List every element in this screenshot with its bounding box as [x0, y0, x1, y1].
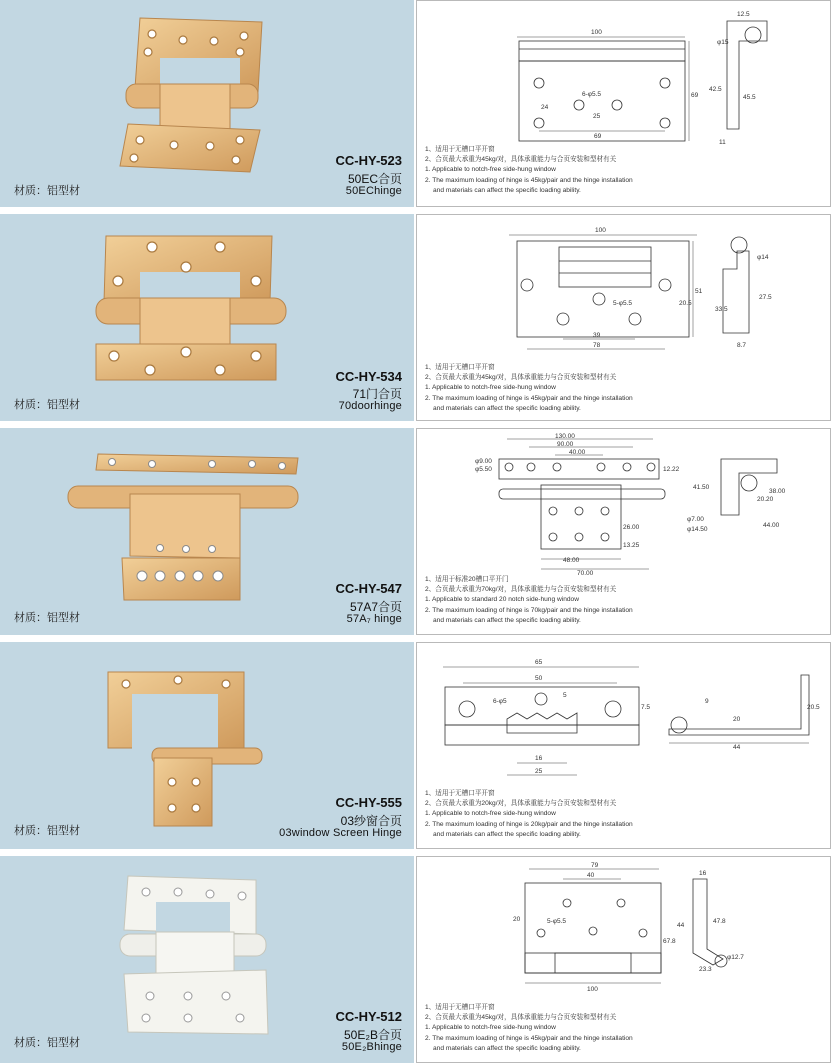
dimension-label: φ9.00 [475, 458, 492, 465]
dimension-label: 90.00 [557, 441, 574, 448]
product-row-555 [0, 642, 831, 849]
dimension-label: 45.5 [743, 94, 756, 101]
product-name-en: 03window Screen Hinge [279, 827, 402, 839]
product-code: CC-HY-555 [335, 795, 402, 810]
dimension-label: 7.5 [641, 704, 651, 711]
dimension-label: 70.00 [577, 570, 594, 577]
dimension-label: 40.00 [569, 449, 586, 456]
dimension-label: 65 [535, 659, 543, 666]
product-name-en: 70doorhinge [338, 400, 402, 412]
technical-drawing-panel [416, 642, 831, 849]
dimension-label: 50 [535, 675, 543, 682]
technical-drawing-panel [416, 428, 831, 635]
product-code: CC-HY-512 [335, 1009, 402, 1024]
technical-drawing [417, 1, 830, 146]
dim-text: 100 [591, 29, 602, 36]
technical-drawing-panel [416, 0, 831, 207]
product-row-534 [0, 214, 831, 421]
dimension-label: 25 [535, 768, 543, 775]
product-photo-panel [0, 856, 414, 1063]
dimension-label: 8.7 [737, 342, 747, 349]
dimension-label: 67.8 [663, 938, 676, 945]
material-label: 材质：铝型材 [14, 612, 80, 624]
dimension-label: 20 [513, 916, 521, 923]
product-code: CC-HY-523 [335, 153, 402, 168]
material-label: 材质：铝型材 [14, 185, 80, 197]
dimension-label: φ7.00 [687, 516, 704, 523]
dimension-label: φ14.50 [687, 526, 708, 533]
dimension-label: φ15 [717, 39, 729, 46]
notes: 1、适用于无槽口平开窗 2、合页最大承重为45kg/对，具体承重能力与合页安装和型材有关 1. Applicable to notch-free side-hung window 2. The maximum loading of hinge is 45kg/pair and the hinge installation and materials can affect the specific loading ability. [425, 146, 633, 194]
dimension-label: 40 [587, 872, 595, 879]
product-row-547 [0, 428, 831, 635]
dimension-label: 100 [595, 227, 606, 234]
dimension-label: 79 [591, 862, 599, 869]
dimension-label: 26.00 [623, 524, 640, 531]
product-photo-panel [0, 214, 414, 421]
product-name-cn: 50E₂B合页 [343, 1028, 402, 1042]
product-photo-panel [0, 0, 414, 207]
technical-drawing [417, 643, 830, 788]
dimension-label: 5 [563, 692, 567, 699]
dimension-label: 48.00 [563, 557, 580, 564]
dimension-label: 20.5 [807, 704, 820, 711]
dimension-label: 11 [719, 139, 726, 146]
dimension-label: 6-φ5 [493, 698, 507, 705]
product-code: CC-HY-534 [335, 369, 402, 384]
dimension-label: 20.5 [679, 300, 692, 307]
notes: 1、适用于标准20槽口平开门 2、合页最大承重为70kg/对，具体承重能力与合页安装和型材有关 1. Applicable to standard 20 notch side-hung window 2. The maximum loading of hinge is 70kg/pair and the hinge installation and materials can affect the specific loading ability. [425, 576, 633, 624]
notes: 1、适用于无槽口平开窗 2、合页最大承重为45kg/对，具体承重能力与合页安装和型材有关 1. Applicable to notch-free side-hung window 2. The maximum loading of hinge is 45kg/pair and the hinge installation and materials can affect the specific loading ability. [425, 1004, 633, 1052]
notes: 1、适用于无槽口平开窗 2、合页最大承重为20kg/对，具体承重能力与合页安装和型材有关 1. Applicable to notch-free side-hung window 2. The maximum loading of hinge is 20kg/pair and the hinge installation and materials can affect the specific loading ability. [425, 790, 633, 838]
dimension-label: 42.5 [709, 86, 722, 93]
dimension-label: φ12.7 [727, 954, 744, 961]
product-name-cn: 57A7合页 [349, 600, 402, 614]
product-row-512 [0, 856, 831, 1063]
dimension-label: φ14 [757, 254, 769, 261]
technical-drawing [417, 215, 830, 360]
product-name-cn: 71门合页 [352, 387, 402, 401]
technical-drawing [417, 857, 830, 1002]
dimension-label: 23.3 [699, 966, 712, 973]
dimension-label: 13.25 [623, 542, 640, 549]
product-name-cn: 03纱窗合页 [340, 814, 402, 828]
dimension-label: 44 [677, 922, 685, 929]
dimension-label: 5-φ5.5 [613, 300, 633, 307]
technical-drawing-panel [416, 856, 831, 1063]
dimension-label: 27.5 [759, 294, 772, 301]
product-name-en: 57A₇ hinge [346, 613, 402, 625]
technical-drawing [417, 429, 830, 577]
product-name-en: 50EChinge [345, 185, 402, 197]
dimension-label: 44.00 [763, 522, 780, 529]
dimension-label: 16 [535, 755, 543, 762]
dimension-label: 100 [587, 986, 598, 993]
dimension-label: 5-φ5.5 [547, 918, 567, 925]
dimension-label: 12.5 [737, 11, 750, 18]
dimension-label: 9 [705, 698, 709, 705]
dimension-label: 25 [593, 113, 601, 120]
material-label: 材质：铝型材 [14, 825, 80, 837]
dimension-label: 16 [699, 870, 707, 877]
dimension-label: 20.20 [757, 496, 774, 503]
dimension-label: 78 [593, 342, 601, 349]
material-label: 材质：铝型材 [14, 1037, 80, 1049]
dimension-label: 69 [691, 92, 699, 99]
dimension-label: 6-φ5.5 [582, 91, 602, 98]
product-photo-panel [0, 428, 414, 635]
dimension-label: 39 [593, 332, 601, 339]
notes: 1、适用于无槽口平开窗 2、合页最大承重为45kg/对，具体承重能力与合页安装和型材有关 1. Applicable to notch-free side-hung window 2. The maximum loading of hinge is 45kg/pair and the hinge installation and materials can affect the specific loading ability. [425, 364, 633, 412]
dimension-label: 130.00 [555, 433, 575, 440]
product-name-cn: 50EC合页 [347, 172, 402, 186]
product-name-en: 50E₂Bhinge [341, 1041, 402, 1053]
material-label: 材质：铝型材 [14, 399, 80, 411]
technical-drawing-panel [416, 214, 831, 421]
dimension-label: 44 [733, 744, 741, 751]
dimension-label: 69 [594, 133, 602, 140]
dimension-label: 20 [733, 716, 741, 723]
dimension-label: 12.22 [663, 466, 680, 473]
product-code: CC-HY-547 [335, 581, 402, 596]
product-photo-panel [0, 642, 414, 849]
dimension-label: 38.00 [769, 488, 786, 495]
dimension-label: 51 [695, 288, 703, 295]
product-row-523 [0, 0, 831, 207]
dimension-label: 41.50 [693, 484, 710, 491]
dimension-label: φ5.50 [475, 466, 492, 473]
dimension-label: 33.5 [715, 306, 728, 313]
dimension-label: 47.8 [713, 918, 726, 925]
dimension-label: 24 [541, 104, 549, 111]
